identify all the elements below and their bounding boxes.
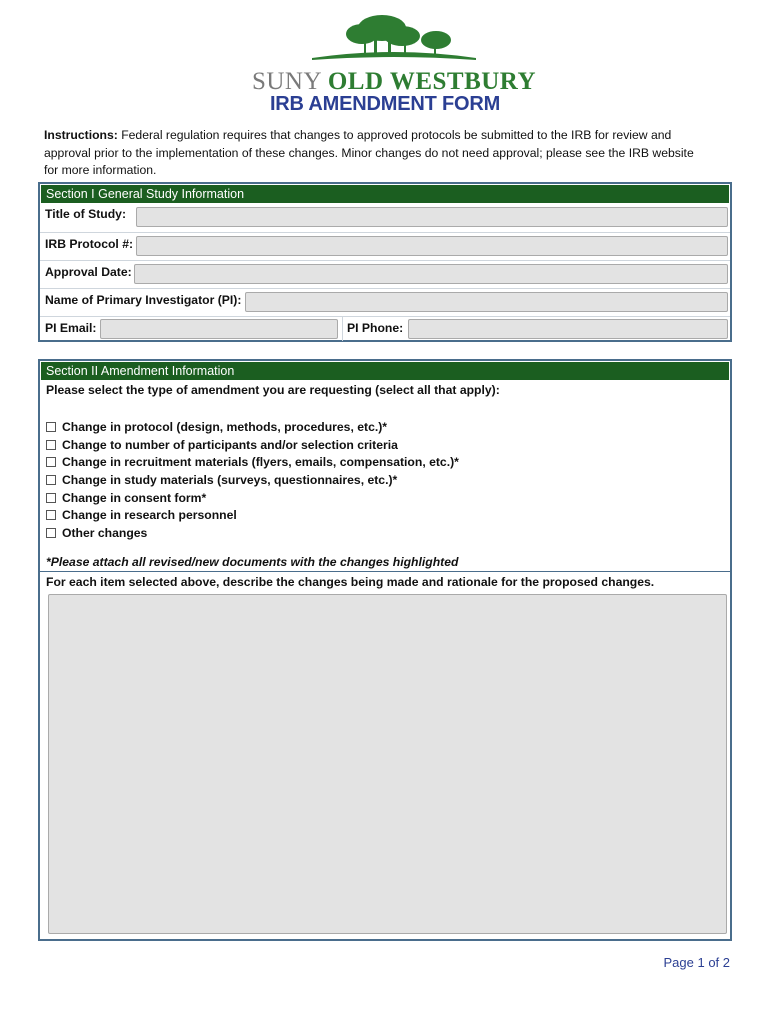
amendment-type-prompt: Please select the type of amendment you are requesting (select all that apply): (46, 383, 500, 397)
approval-date-label: Approval Date: (45, 265, 132, 279)
checkbox[interactable] (46, 528, 56, 538)
logo-old-westbury-text: OLD WESTBURY (327, 68, 537, 95)
pi-contact-divider (342, 317, 343, 341)
describe-changes-label: For each item selected above, describe the changes being made and rationale for the proposed changes. (40, 571, 730, 589)
trees-logo-icon (304, 8, 484, 68)
amendment-option-label: Change in research personnel (62, 508, 237, 523)
logo-suny-text: SUNY (251, 68, 328, 95)
title-of-study-field[interactable] (136, 207, 728, 227)
section-amendment-information (38, 359, 732, 941)
checkbox[interactable] (46, 493, 56, 503)
section2-header: Section II Amendment Information (41, 362, 729, 380)
amendment-option[interactable] (46, 524, 459, 542)
section-general-study-information (38, 182, 732, 342)
pi-name-field[interactable] (245, 292, 728, 312)
section1-header: Section I General Study Information (41, 185, 729, 203)
pi-phone-field[interactable] (408, 319, 728, 339)
amendment-option[interactable] (46, 506, 459, 524)
amendment-option[interactable] (46, 453, 459, 471)
approval-date-field[interactable] (134, 264, 728, 284)
amendment-option-label: Change in consent form* (62, 490, 207, 505)
amendment-option-label: Other changes (62, 525, 148, 540)
amendment-type-list (46, 418, 459, 542)
approval-date-row (40, 260, 730, 288)
page-number: Page 1 of 2 (663, 955, 730, 970)
amendment-option-label: Change in recruitment materials (flyers, emails, compensation, etc.)* (62, 455, 459, 470)
describe-changes-textarea[interactable] (48, 594, 727, 934)
title-of-study-row (40, 204, 730, 232)
checkbox[interactable] (46, 457, 56, 467)
pi-phone-label: PI Phone: (347, 321, 404, 335)
checkbox[interactable] (46, 440, 56, 450)
attachment-note: *Please attach all revised/new documents with the changes highlighted (46, 555, 459, 569)
irb-protocol-row (40, 232, 730, 260)
instructions (44, 127, 694, 180)
pi-name-row (40, 288, 730, 316)
amendment-option-label: Change to number of participants and/or selection criteria (62, 437, 398, 452)
checkbox[interactable] (46, 510, 56, 520)
irb-protocol-label: IRB Protocol #: (45, 237, 134, 251)
suny-old-westbury-logo (244, 8, 544, 95)
pi-contact-row (40, 316, 730, 340)
amendment-option[interactable] (46, 418, 459, 436)
instructions-text: Federal regulation requires that changes to approved protocols be submitted to the IRB for review and approval prior to the implementation of these changes. Minor changes do not need approval; please see the IRB website for more information. (44, 128, 694, 177)
irb-protocol-field[interactable] (136, 236, 728, 256)
pi-name-label: Name of Primary Investigator (PI): (45, 293, 242, 307)
amendment-option[interactable] (46, 471, 459, 489)
title-of-study-label: Title of Study: (45, 207, 127, 221)
amendment-option[interactable] (46, 436, 459, 454)
checkbox[interactable] (46, 475, 56, 485)
amendment-option-label: Change in protocol (design, methods, procedures, etc.)* (62, 419, 388, 434)
checkbox[interactable] (46, 422, 56, 432)
amendment-option[interactable] (46, 489, 459, 507)
instructions-label: Instructions: (44, 128, 118, 142)
pi-email-field[interactable] (100, 319, 338, 339)
amendment-option-label: Change in study materials (surveys, questionnaires, etc.)* (62, 472, 398, 487)
form-title: IRB AMENDMENT FORM (269, 93, 501, 115)
pi-email-label: PI Email: (45, 321, 97, 335)
